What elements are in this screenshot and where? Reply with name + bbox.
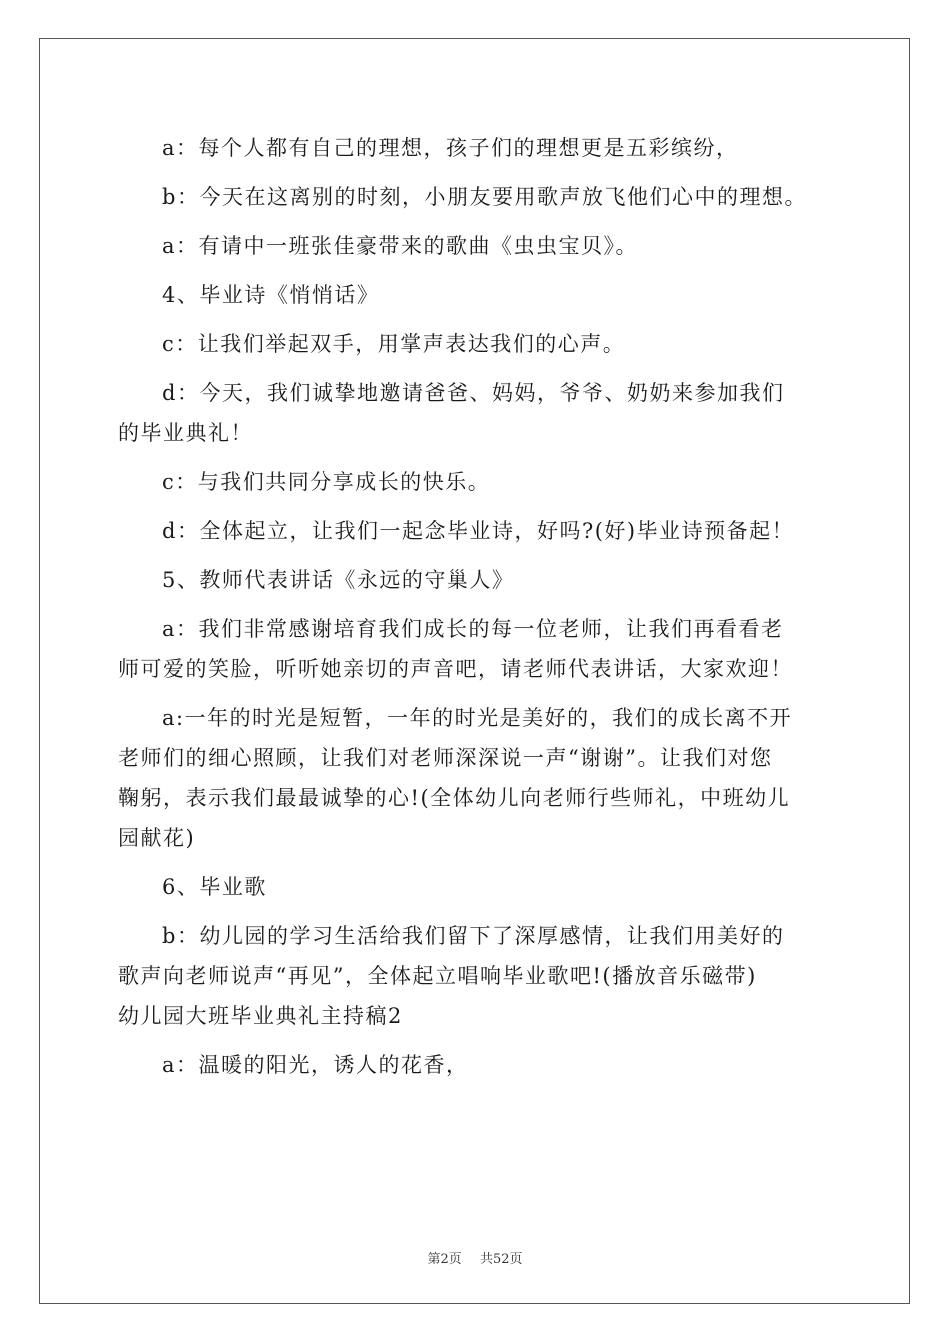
paragraph-line: d：全体起立，让我们一起念毕业诗，好吗?(好)毕业诗预备起！ <box>162 519 795 543</box>
section-heading: 4、毕业诗《悄悄话》 <box>162 283 380 307</box>
paragraph-line: c：让我们举起双手，用掌声表达我们的心声。 <box>162 332 626 356</box>
document-body <box>118 128 838 1094</box>
section-heading: 6、毕业歌 <box>162 875 267 899</box>
paragraph-line: 老师们的细心照顾，让我们对老师深深说一声“谢谢”。让我们对您 <box>118 746 773 770</box>
paragraph-line: 的毕业典礼！ <box>118 421 253 445</box>
paragraph-line: a:一年的时光是短暂，一年的时光是美好的，我们的成长离不开 <box>162 706 793 730</box>
paragraph-line: a：每个人都有自己的理想，孩子们的理想更是五彩缤纷， <box>162 136 739 160</box>
paragraph-line: a：我们非常感谢培育我们成长的每一位老师，让我们再看看老 <box>162 617 784 641</box>
paragraph-line: d：今天，我们诚挚地邀请爸爸、妈妈，爷爷、奶奶来参加我们 <box>162 381 785 405</box>
section-heading: 5、教师代表讲话《永远的守巢人》 <box>162 568 515 592</box>
page-total: 共52页 <box>479 1252 523 1267</box>
paragraph-line: a：温暖的阳光，诱人的花香， <box>162 1053 469 1077</box>
paragraph-line: 歌声向老师说声“再见”，全体起立唱响毕业歌吧!(播放音乐磁带) <box>118 964 757 988</box>
paragraph-line: b：幼儿园的学习生活给我们留下了深厚感情，让我们用美好的 <box>162 924 785 948</box>
document-subtitle: 幼儿园大班毕业典礼主持稿2 <box>118 1004 403 1028</box>
paragraph-line: 鞠躬，表示我们最最诚挚的心!(全体幼儿向老师行些师礼，中班幼儿 <box>118 786 791 810</box>
paragraph-line: 园献花) <box>118 826 196 850</box>
paragraph-line: b：今天在这离别的时刻，小朋友要用歌声放飞他们心中的理想。 <box>162 185 807 209</box>
page-footer <box>0 1248 950 1267</box>
paragraph-line: c：与我们共同分享成长的快乐。 <box>162 470 491 494</box>
page-number: 第2页 <box>427 1252 462 1267</box>
paragraph-line: a：有请中一班张佳豪带来的歌曲《虫虫宝贝》。 <box>162 234 639 258</box>
paragraph-line: 师可爱的笑脸，听听她亲切的声音吧，请老师代表讲话，大家欢迎！ <box>118 657 793 681</box>
